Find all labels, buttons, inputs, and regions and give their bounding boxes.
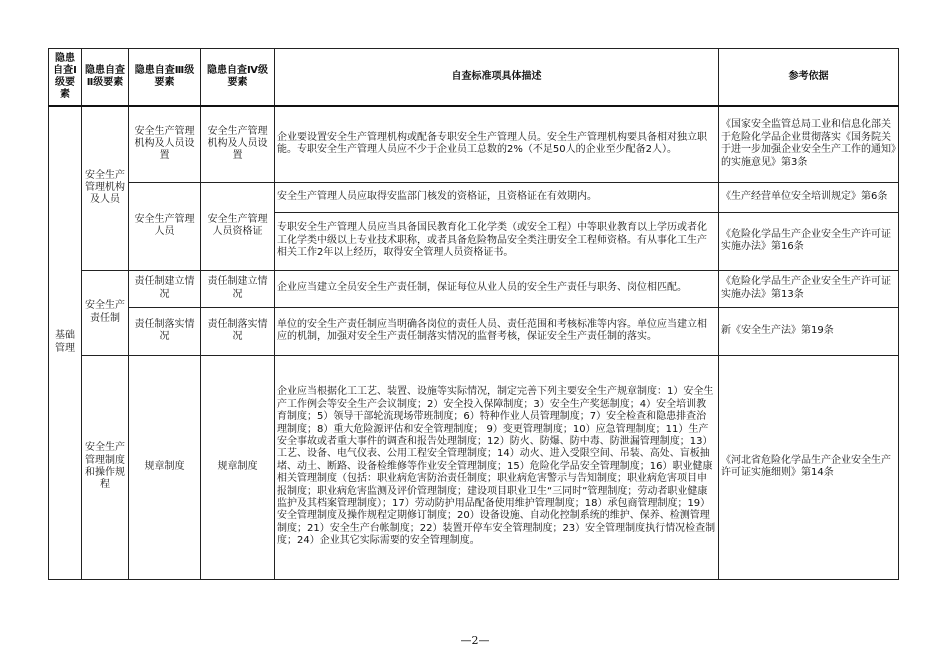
level2-org-cell: 安全生产管理机构及人员 bbox=[82, 106, 129, 270]
description-cell: 企业要设置安全生产管理机构或配备专职安全生产管理人员。安全生产管理机构要具备相对独立职能。专职安全生产管理人员应不少于企业员工总数的2%（不足50人的企业至少配备2人）。 bbox=[275, 106, 719, 182]
table-row bbox=[49, 355, 899, 579]
table-row bbox=[49, 307, 899, 355]
level3-cell: 责任制落实情况 bbox=[129, 307, 201, 355]
header-row bbox=[49, 49, 899, 107]
description-cell: 安全生产管理人员应取得安监部门核发的资格证，且资格证在有效期内。 bbox=[275, 182, 719, 212]
level3-cell: 规章制度 bbox=[129, 355, 201, 579]
header-level3: 隐患自查Ⅲ级要素 bbox=[129, 49, 201, 107]
level4-cell: 规章制度 bbox=[201, 355, 275, 579]
hazard-self-check-table bbox=[48, 48, 899, 580]
header-reference: 参考依据 bbox=[719, 49, 899, 107]
reference-cell: 《河北省危险化学品生产企业安全生产许可证实施细则》第14条 bbox=[719, 355, 899, 579]
description-cell: 企业应当建立全员安全生产责任制，保证每位从业人员的安全生产责任与职务、岗位相匹配。 bbox=[275, 270, 719, 307]
level4-cell: 责任制落实情况 bbox=[201, 307, 275, 355]
header-level1: 隐患自查Ⅰ级要素 bbox=[49, 49, 82, 107]
level4-cell: 安全生产管理人员资格证 bbox=[201, 182, 275, 270]
description-cell: 专职安全生产管理人员应当具备国民教育化工化学类（或安全工程）中等职业教育以上学历或者化工化学类中级以上专业技术职称，或者具备危险物品安全类注册安全工程师资格。有从事化工生产相关工作2年以上经历，取得安全管理人员资格证书。 bbox=[275, 212, 719, 270]
reference-cell: 《危险化学品生产企业安全生产许可证实施办法》第16条 bbox=[719, 212, 899, 270]
page-number: —2— bbox=[460, 634, 490, 647]
header-description: 自查标准项具体描述 bbox=[275, 49, 719, 107]
level4-cell: 安全生产管理机构及人员设置 bbox=[201, 106, 275, 182]
reference-cell: 《国家安全监管总局工业和信息化部关于危险化学品企业贯彻落实《国务院关于进一步加强企业安全生产工作的通知》的实施意见》第3条 bbox=[719, 106, 899, 182]
description-cell: 企业应当根据化工工艺、装置、设施等实际情况，制定完善下列主要安全生产规章制度：1）安全生产工作例会等安全生产会议制度；2）安全投入保障制度；3）安全生产奖惩制度；4）安全培训教育制度；5）领导干部轮流现场带班制度；6）特种作业人员管理制度；7）安全检查和隐患排查治理制度；8）重大危险源评估和安全管理制度； 9）变更管理制度；10）应急管理制度；11）生产安全事故或者重大事件的调查和报告处理制度；12）防火、防爆、防中毒、防泄漏管理制度；13）工艺、设备、电气仪表、公用工程安全管理制度；14）动火、进入受限空间、吊装、高处、盲板抽堵、动土、断路、设备检维修等作业安全管理制度；15）危险化学品安全管理制度；16）职业健康相关管理制度（包括：职业病危害防治责任制度；职业病危害警示与告知制度；职业病危害项目申报制度；职业病危害监测及评价管理制度；建设项目职业卫生“三同时”管理制度；劳动者职业健康监护及其档案管理制度）；17）劳动防护用品配备使用维护管理制度；18）承包商管理制度；19）安全管理制度及操作规程定期修订制度；20）设备设施、自动化控制系统的维护、保养、检测管理制度；21）安全生产台帐制度；22）装置开停车安全管理制度；23）安全管理制度执行情况检查制度；24）企业其它实际需要的安全管理制度。 bbox=[275, 355, 719, 579]
level2-resp-cell: 安全生产责任制 bbox=[82, 270, 129, 355]
table-row bbox=[49, 270, 899, 307]
level2-rules-cell: 安全生产管理制度和操作规程 bbox=[82, 355, 129, 579]
level3-cell: 安全生产管理机构及人员设置 bbox=[129, 106, 201, 182]
reference-cell: 《生产经营单位安全培训规定》第6条 bbox=[719, 182, 899, 212]
header-level2: 隐患自查Ⅱ级要素 bbox=[82, 49, 129, 107]
level4-cell: 责任制建立情况 bbox=[201, 270, 275, 307]
table-row bbox=[49, 182, 899, 212]
reference-cell: 新《安全生产法》第19条 bbox=[719, 307, 899, 355]
table-row bbox=[49, 106, 899, 182]
level3-cell: 责任制建立情况 bbox=[129, 270, 201, 307]
level3-cell: 安全生产管理人员 bbox=[129, 182, 201, 270]
level1-category-cell: 基础管理 bbox=[49, 106, 82, 579]
description-cell: 单位的安全生产责任制应当明确各岗位的责任人员、责任范围和考核标准等内容。单位应当建立相应的机制，加强对安全生产责任制落实情况的监督考核，保证安全生产责任制的落实。 bbox=[275, 307, 719, 355]
header-level4: 隐患自查Ⅳ级要素 bbox=[201, 49, 275, 107]
reference-cell: 《危险化学品生产企业安全生产许可证实施办法》第13条 bbox=[719, 270, 899, 307]
